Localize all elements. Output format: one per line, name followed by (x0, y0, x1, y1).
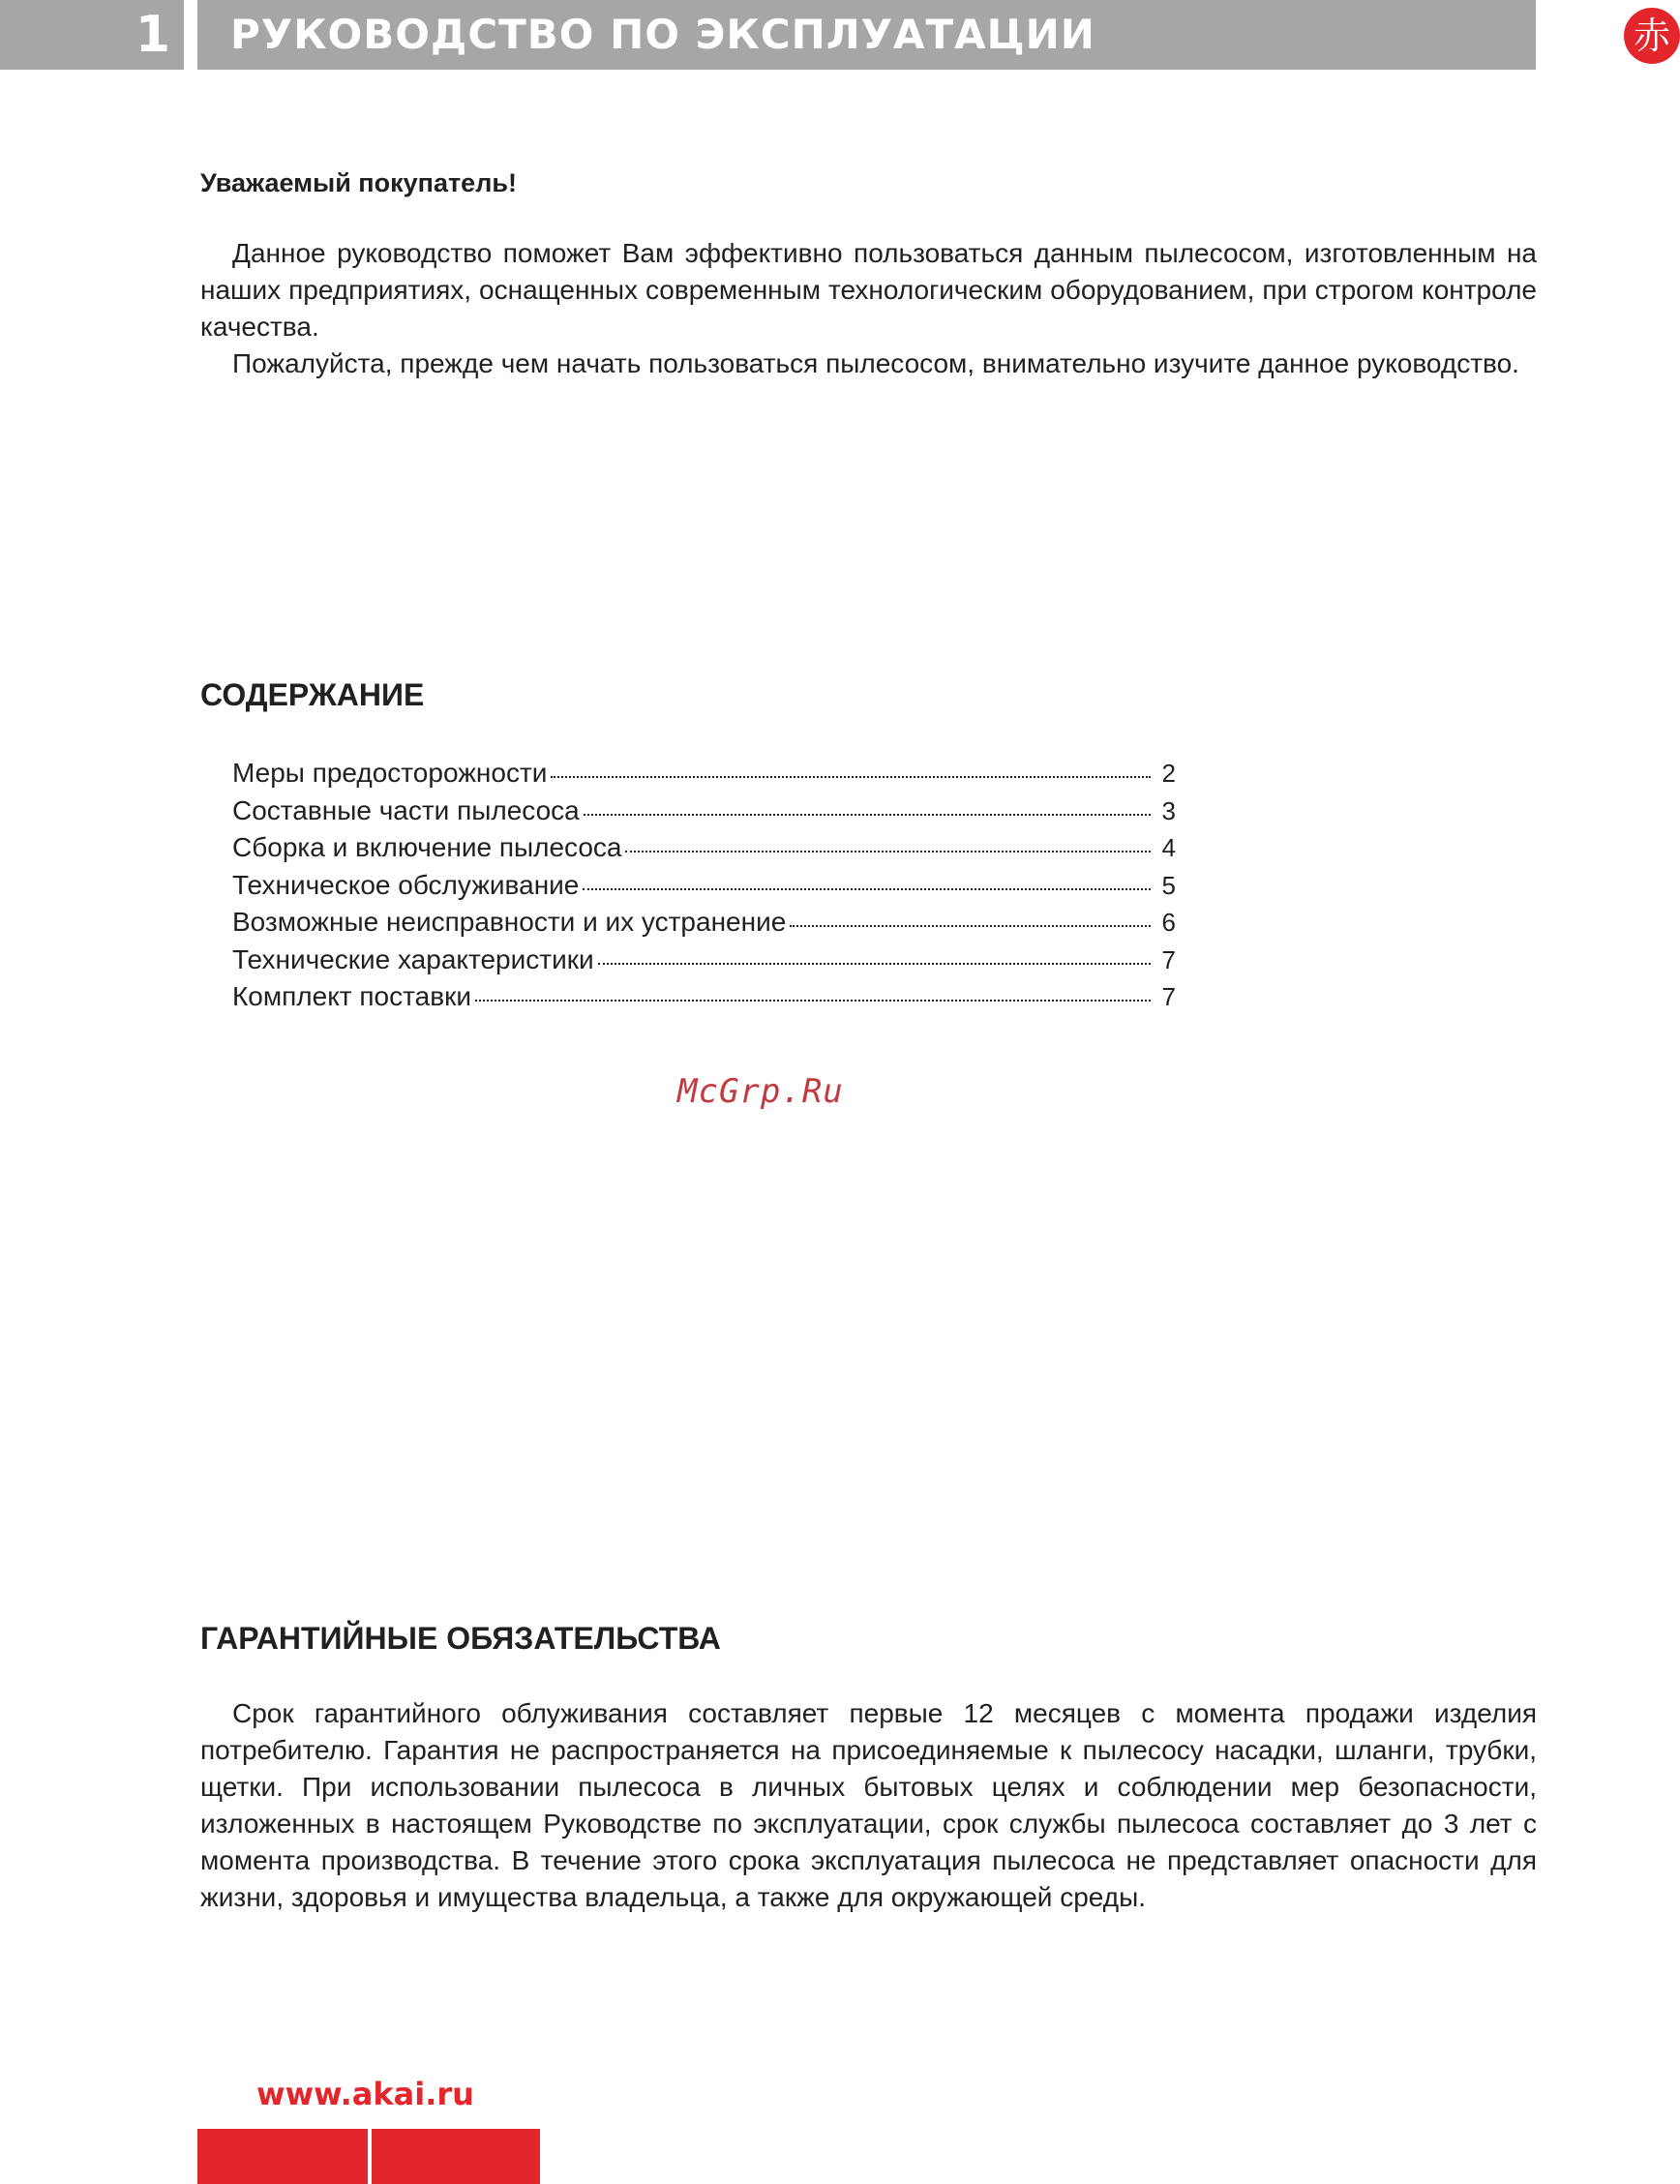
toc-item-label: Комплект поставки (232, 981, 471, 1011)
toc-item[interactable] (232, 907, 1176, 944)
toc-item[interactable] (232, 832, 1176, 870)
toc-leader (551, 776, 1151, 778)
page-number: 1 (0, 0, 184, 70)
header-bar (197, 0, 1670, 70)
toc-leader (583, 888, 1151, 890)
toc-item[interactable] (232, 981, 1176, 1019)
toc-item-label: Возможные неисправности и их устранение (232, 907, 787, 937)
toc-item[interactable] (232, 944, 1176, 982)
table-of-contents (232, 758, 1176, 1019)
toc-item[interactable] (232, 795, 1176, 833)
toc-leader (475, 1000, 1151, 1002)
watermark-text: McGrp.Ru (677, 1072, 844, 1111)
toc-heading: СОДЕРЖАНИЕ (200, 677, 425, 712)
toc-item-label: Технические характеристики (232, 943, 594, 974)
toc-item-label: Меры предосторожности (232, 758, 548, 788)
toc-item-page: 5 (1161, 870, 1176, 900)
toc-item-page: 7 (1161, 944, 1176, 974)
warranty-heading: ГАРАНТИЙНЫЕ ОБЯЗАТЕЛЬСТВА (200, 1621, 721, 1656)
toc-item-page: 3 (1161, 795, 1176, 825)
footer-red-block-left (197, 2129, 368, 2184)
footer-url-link[interactable]: www.akai.ru (256, 2076, 474, 2112)
toc-item-label: Техническое обслуживание (232, 869, 580, 900)
intro-paragraph-1: Данное руководство поможет Вам эффективно пользоваться данным пылесосом, изготовленным на наших предприятиях, оснащенных современным технологическим оборудованием, при строгом контроле качества. (200, 238, 1537, 342)
toc-leader (625, 851, 1151, 853)
toc-item-label: Составные части пылесоса (232, 794, 580, 825)
brand-logo-icon: 赤 (1624, 8, 1680, 64)
toc-item-label: Сборка и включение пылесоса (232, 832, 622, 862)
warranty-text: Срок гарантийного облуживания составляет первые 12 месяцев с момента продажи изделия потребителю. Гарантия не распространяется на присоединяемые к пылесосу насадки, шланги, трубки, щетки. При использовании пылесоса в личных бытовых целях и соблюдении мер безопасности, изложенных в настоящем Руководстве по эксплуатации, срок службы пылесоса составляет до 3 лет с момента производства. В течение этого срока эксплуатация пылесоса не представляет опасности для жизни, здоровья и имущества владельца, а также для окружающей среды. (200, 1698, 1537, 1912)
intro-paragraph-2: Пожалуйста, прежде чем начать пользоваться пылесосом, внимательно изучите данное руководство. (232, 348, 1519, 378)
toc-item-page: 4 (1161, 833, 1176, 862)
toc-item-page: 2 (1161, 759, 1176, 788)
footer-red-block-right (372, 2129, 540, 2184)
toc-leader (790, 925, 1151, 927)
page-title: РУКОВОДСТВО ПО ЭКСПЛУАТАЦИИ (230, 11, 1095, 58)
toc-item[interactable] (232, 870, 1176, 908)
toc-item-page: 6 (1161, 908, 1176, 937)
toc-leader (598, 963, 1151, 965)
toc-item-page: 7 (1161, 982, 1176, 1011)
toc-leader (584, 814, 1151, 816)
greeting: Уважаемый покупатель! (200, 168, 517, 197)
toc-item[interactable] (232, 758, 1176, 795)
intro-text (200, 235, 1537, 382)
